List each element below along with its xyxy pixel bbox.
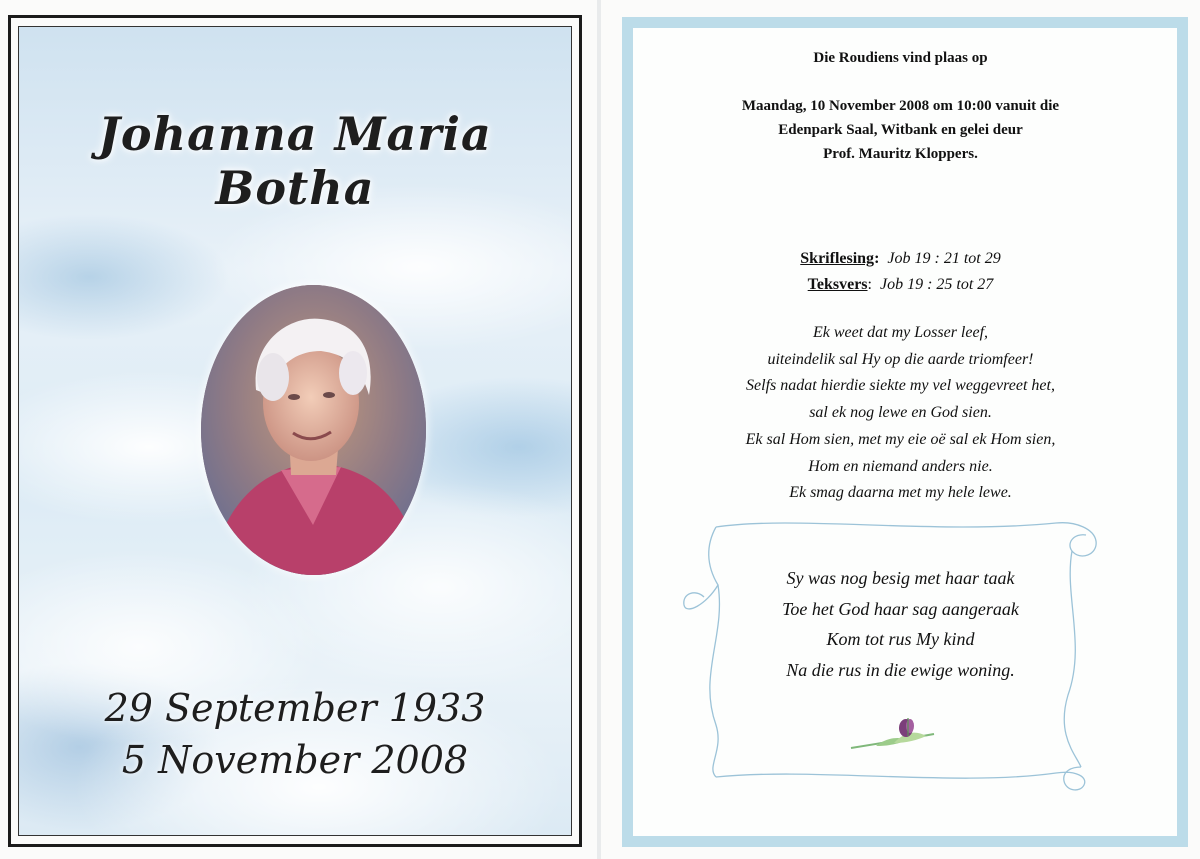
verse-line: sal ek nog lewe en God sien. [809,404,992,422]
scripture-value: Job 19 : 21 tot 29 [887,250,1001,267]
service-details [601,46,1200,166]
portrait-illustration [201,285,426,575]
life-dates [19,682,571,786]
verse-line: Ek sal Hom sien, met my eie oë sal ek Hom sien, [745,430,1056,448]
portrait-photo-icon [201,285,426,575]
verse-line: Ek smag daarna met my hele lewe. [789,484,1012,502]
service-line: Maandag, 10 November 2008 om 10:00 vanuit die [741,98,1060,114]
poem-line: Toe het God haar sag aangeraak [782,598,1019,619]
text-verse-line: Teksvers: Job 19 : 25 tot 27 [807,276,994,293]
service-heading: Die Roudiens vind plaas op [813,50,988,66]
death-date: 5 November 2008 [121,738,469,782]
scripture-reading-line: Skriflesing: Job 19 : 21 tot 29 [800,250,1001,267]
scripture-verse [601,320,1200,507]
scripture-label: Skriflesing [800,250,875,267]
text-verse-value: Job 19 : 25 tot 27 [879,276,994,293]
poem-line: Kom tot rus My kind [826,629,975,649]
sky-background [18,26,572,836]
left-page [0,0,597,859]
right-page [601,0,1200,859]
scripture-readings [601,246,1200,298]
verse-line: Selfs nadat hierdie siekte my vel weggevreet het, [746,377,1055,395]
verse-line: uiteindelik sal Hy op die aarde triomfeer! [767,350,1034,368]
poem-line: Sy was nog besig met haar taak [786,568,1015,588]
service-line: Prof. Mauritz Kloppers. [823,146,978,162]
tulip-flower-icon [846,710,941,755]
verse-line: Hom en niemand anders nie. [808,457,993,475]
memorial-poem [601,563,1200,685]
verse-line: Ek weet dat my Losser leef, [812,324,989,341]
deceased-name: Johanna Maria Botha [98,107,492,215]
text-verse-label: Teksvers [807,276,868,293]
poem-line: Na die rus in die ewige woning. [786,659,1015,680]
birth-date: 29 September 1933 [104,686,486,730]
service-line: Edenpark Saal, Witbank en gelei deur [778,122,1023,138]
